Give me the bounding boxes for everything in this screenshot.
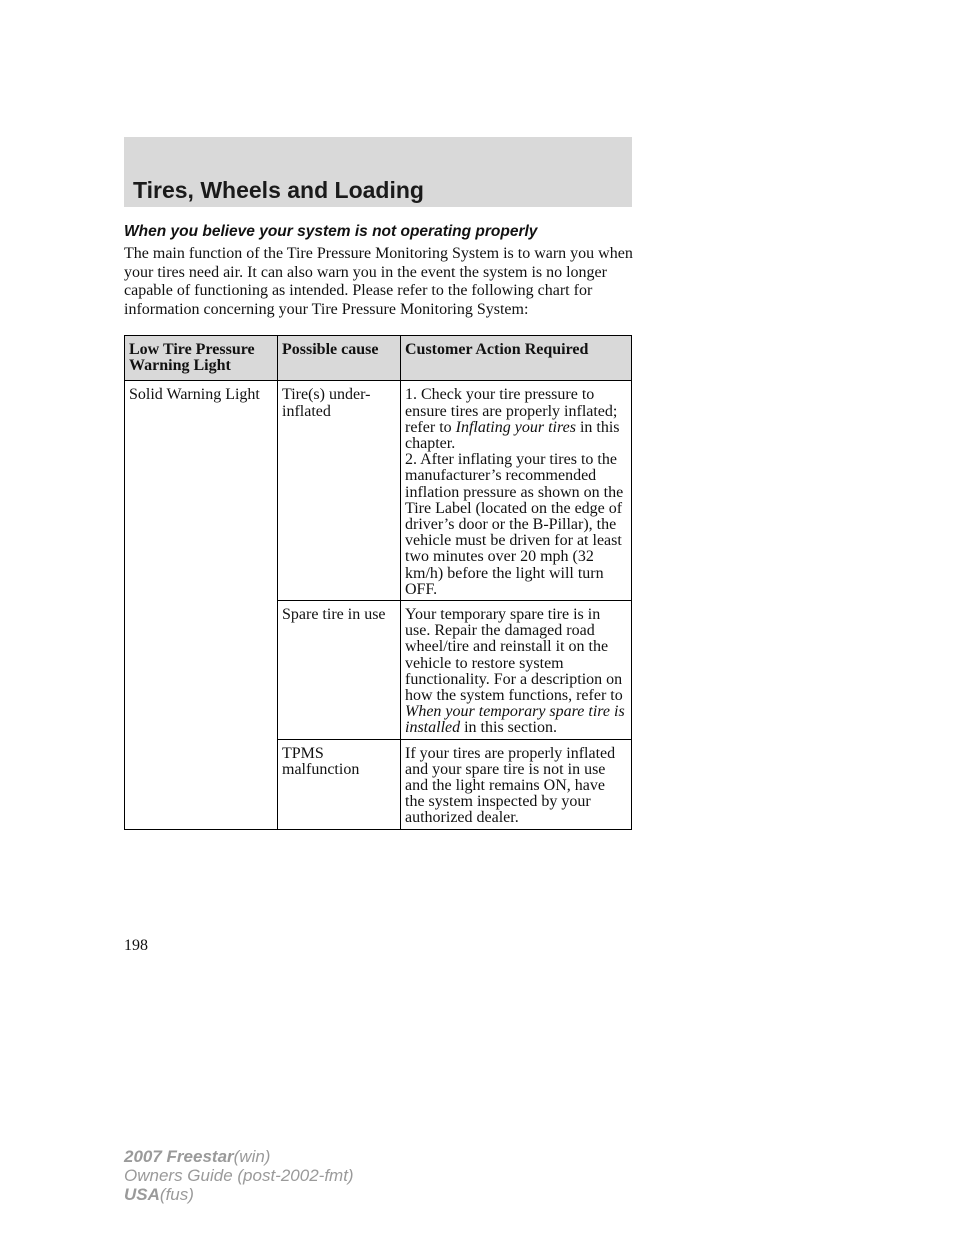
subheading: When you believe your system is not operating properly xyxy=(124,223,538,240)
intro-paragraph: The main function of the Tire Pressure Monitoring System is to warn you when your tires need air. It can also warn you in the event the system is no longer capable of functioning as intended. Please refer to the following chart for information concerning your Tire Pressure Monitoring System: xyxy=(124,245,633,318)
spare-tire-reference: When your temporary spare tire is installed xyxy=(405,703,625,737)
warning-light-cell: Solid Warning Light xyxy=(125,381,278,829)
action-cell: If your tires are properly inflated and your spare tire is not in use and the light remains ON, have the system inspected by your authorized dealer. xyxy=(401,739,632,829)
header-possible-cause: Possible cause xyxy=(278,336,401,381)
section-title: Tires, Wheels and Loading xyxy=(133,177,424,203)
inflating-tires-reference: Inflating your tires xyxy=(455,418,576,436)
header-warning-light: Low Tire Pressure Warning Light xyxy=(125,336,278,381)
header-customer-action: Customer Action Required xyxy=(401,336,632,381)
cause-cell: Tire(s) under-inflated xyxy=(278,381,401,601)
action-cell xyxy=(401,381,632,601)
footer-line-market: USA(fus) xyxy=(124,1185,194,1204)
table-row xyxy=(125,381,632,601)
tpms-table xyxy=(124,335,632,830)
document-footer xyxy=(124,1147,354,1204)
table-header-row xyxy=(125,336,632,381)
action-step-1: 1. Check your tire pressure to ensure tires are properly inflated; refer to Inflating your tires in this chapter. xyxy=(405,386,620,453)
page-number: 198 xyxy=(124,937,148,954)
action-step-2: 2. After inflating your tires to the manufacturer’s recommended inflation pressure as shown on the Tire Label (located on the edge of driver’s door or the B-Pillar), the vehicle must be driven for at least two minutes over 20 mph (32 km/h) before the light will turn OFF. xyxy=(405,451,624,598)
action-cell: Your temporary spare tire is in use. Repair the damaged road wheel/tire and reinstall it on the vehicle to restore system functionality. For a description on how the system functions, refer to When your temporary spare tire is installed in this section. xyxy=(401,601,632,740)
cause-cell: TPMS malfunction xyxy=(278,739,401,829)
footer-line-guide: Owners Guide (post-2002-fmt) xyxy=(124,1166,354,1185)
cause-cell: Spare tire in use xyxy=(278,601,401,740)
footer-line-model: 2007 Freestar(win) xyxy=(124,1147,271,1166)
